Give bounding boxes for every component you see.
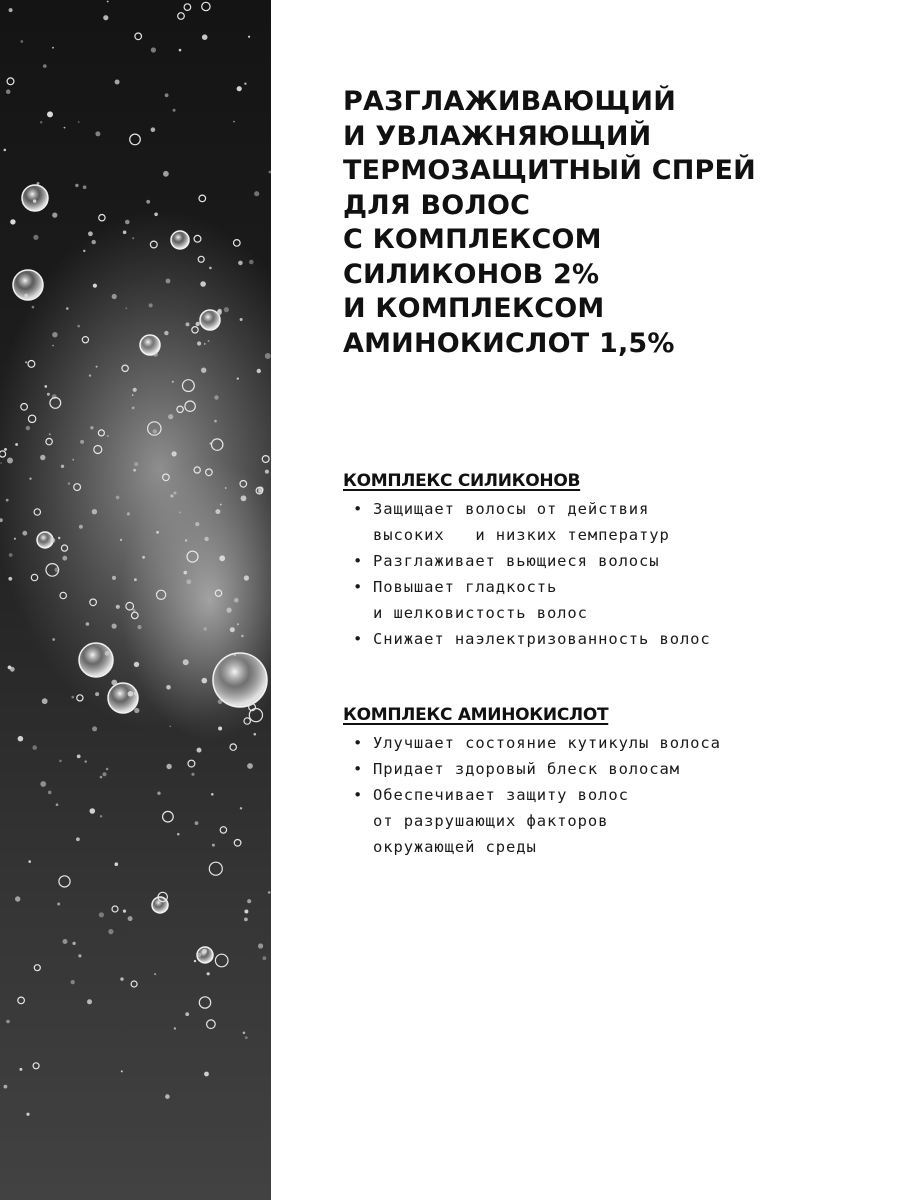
bubble — [217, 310, 222, 315]
bubble — [230, 627, 235, 632]
bubble — [8, 577, 12, 581]
bubble — [151, 127, 156, 132]
bubble — [168, 414, 173, 419]
bubble — [112, 294, 117, 299]
amino-section — [343, 704, 883, 860]
bubble — [15, 443, 18, 446]
bubble — [166, 764, 171, 769]
bubble — [204, 627, 207, 630]
bubble — [128, 691, 134, 697]
bubbles-photo — [0, 0, 271, 1200]
bubble — [73, 942, 76, 945]
bubble — [52, 638, 55, 641]
product-title — [343, 85, 883, 361]
bubble — [134, 708, 139, 713]
bubble — [234, 598, 239, 603]
bubble — [173, 109, 176, 112]
bubble — [215, 954, 228, 967]
bubble — [204, 343, 206, 345]
bubble — [269, 171, 271, 174]
list-item: • Обеспечивает защиту волос от разрушающих факторов окружающей среды — [343, 782, 883, 860]
bubble — [134, 662, 139, 667]
bubble — [32, 745, 37, 750]
bubble — [186, 322, 190, 326]
bubble — [68, 482, 70, 484]
bubble — [96, 366, 98, 368]
bubble — [197, 953, 201, 957]
bubble — [116, 496, 120, 500]
bubble — [166, 279, 171, 284]
bubble — [9, 553, 13, 557]
list-item: • Придает здоровый блеск волосам — [343, 756, 883, 782]
bubble — [48, 791, 52, 795]
bubble — [137, 625, 141, 629]
bubble — [186, 579, 191, 584]
bullet-icon: • — [353, 734, 364, 752]
bubble — [245, 1036, 248, 1039]
bubble — [92, 240, 96, 244]
bubble — [87, 999, 92, 1004]
bubble — [151, 47, 156, 52]
bubble — [6, 89, 11, 94]
bubble — [99, 215, 105, 221]
bubble — [184, 571, 188, 575]
bubble — [115, 862, 119, 866]
bubble — [133, 388, 137, 392]
bullet-icon: • — [353, 630, 364, 648]
silicones-list — [343, 496, 883, 652]
bubble — [100, 815, 102, 817]
bubble — [130, 134, 141, 145]
bubble — [52, 213, 57, 218]
bubble — [131, 981, 137, 987]
bubble — [153, 429, 157, 433]
bubble — [112, 906, 118, 912]
bubble — [212, 844, 215, 847]
bubble — [77, 755, 81, 759]
bubble — [4, 149, 7, 152]
bubble — [185, 539, 187, 541]
bubble — [263, 956, 267, 960]
bubble — [112, 576, 116, 580]
bubble — [64, 127, 66, 129]
bubble — [33, 235, 38, 240]
bubble — [209, 862, 222, 875]
bubble — [244, 918, 248, 922]
bubble — [123, 910, 126, 913]
bubble — [188, 760, 195, 767]
bubble — [214, 395, 218, 399]
bubble — [165, 93, 169, 97]
bubble — [247, 899, 251, 903]
bullet-icon: • — [353, 578, 364, 596]
bubble — [146, 200, 150, 204]
bubble — [128, 916, 133, 921]
bubble — [195, 522, 199, 526]
bubble — [105, 651, 110, 656]
title-line: СИЛИКОНОВ 2% — [343, 258, 600, 290]
bubble — [227, 608, 232, 613]
bubble — [243, 1032, 246, 1035]
bubble — [265, 470, 269, 474]
bubble — [233, 121, 235, 123]
bubble — [195, 821, 199, 825]
bubble — [207, 1020, 216, 1029]
bubble — [249, 260, 254, 265]
bubble — [78, 954, 81, 957]
amino-heading: КОМПЛЕКС АМИНОКИСЛОТ — [343, 705, 609, 725]
bubble — [59, 760, 62, 763]
bubble — [103, 772, 107, 776]
bubble — [92, 509, 97, 514]
bubble — [214, 420, 217, 423]
bubble — [63, 939, 68, 944]
bubble — [8, 666, 12, 670]
bubble — [164, 331, 168, 335]
bubble — [34, 965, 40, 971]
bubble — [134, 578, 137, 581]
bubble — [140, 335, 160, 355]
bubble — [115, 80, 120, 85]
bubble — [219, 555, 225, 561]
bubble — [132, 407, 135, 410]
bubble — [26, 426, 30, 430]
bubble — [149, 303, 153, 307]
bubble — [257, 369, 261, 373]
bubble — [111, 680, 117, 686]
bubble — [42, 698, 48, 704]
bubble — [72, 459, 74, 461]
bubble — [156, 531, 159, 534]
bubble — [204, 537, 208, 541]
water-bubbles-image — [0, 0, 271, 1200]
bubble — [197, 748, 202, 753]
bubble — [95, 131, 100, 136]
bubble — [134, 462, 138, 466]
bubble — [49, 433, 51, 435]
bubble — [10, 219, 15, 224]
bubble — [121, 1070, 123, 1072]
bubble — [47, 393, 50, 396]
bubble — [40, 455, 45, 460]
bubble — [179, 49, 182, 52]
bubble — [172, 451, 177, 456]
bubble — [218, 727, 222, 731]
bubble — [202, 34, 208, 40]
bubble — [134, 692, 138, 696]
title-line: ДЛЯ ВОЛОС — [343, 189, 531, 221]
bubble — [15, 896, 20, 901]
bubble — [75, 184, 78, 187]
bubble — [201, 368, 206, 373]
bubble — [112, 624, 117, 629]
bubble — [61, 465, 64, 468]
bubble — [62, 556, 67, 561]
bubble — [100, 776, 103, 779]
bubble — [169, 726, 171, 728]
bubble — [225, 487, 227, 489]
bubble — [196, 322, 200, 326]
bubble — [26, 1113, 29, 1116]
bubble — [66, 307, 69, 310]
bubble — [202, 2, 210, 10]
bubble — [107, 435, 109, 437]
bubble — [22, 185, 48, 211]
bubble — [238, 261, 243, 266]
bubble — [234, 840, 241, 847]
bubble — [59, 876, 70, 887]
bubble — [163, 171, 169, 177]
bubble — [47, 111, 53, 117]
bubble — [106, 768, 109, 771]
bubble — [230, 744, 236, 750]
bubble — [92, 726, 97, 731]
bubble — [244, 83, 246, 85]
bubble — [45, 385, 48, 388]
bubble — [33, 199, 36, 202]
bubble — [202, 949, 207, 954]
bubble — [83, 185, 87, 189]
bubble — [83, 250, 85, 252]
bubble — [248, 36, 250, 38]
bubble — [18, 736, 24, 742]
bubble — [85, 760, 87, 762]
bubble — [211, 793, 214, 796]
bubble — [258, 490, 261, 493]
bubble — [32, 306, 35, 309]
silicones-section — [343, 470, 883, 652]
bubble — [152, 897, 168, 913]
bubble — [209, 267, 212, 270]
bubble — [185, 1012, 189, 1016]
bubble — [220, 827, 226, 833]
bubble — [133, 469, 136, 472]
bubble — [0, 462, 2, 464]
bubble — [120, 539, 122, 541]
bubble — [71, 980, 75, 984]
bubble — [20, 40, 23, 43]
bubble — [204, 1072, 209, 1077]
list-item: • Улучшает состояние кутикулы волоса — [343, 730, 883, 756]
bubble — [142, 556, 145, 559]
bubble — [184, 4, 191, 11]
bubble — [237, 378, 239, 380]
title-line: И УВЛАЖНЯЮЩИЙ — [343, 120, 652, 152]
bubble — [79, 525, 83, 529]
bubble — [89, 374, 91, 376]
bubble — [52, 47, 54, 49]
bubble — [234, 654, 236, 656]
bubble — [157, 792, 160, 795]
bubble — [7, 458, 13, 464]
bubble — [172, 381, 174, 383]
bubble — [71, 696, 74, 699]
bubble — [52, 332, 57, 337]
bubble — [154, 213, 158, 217]
bubble — [123, 231, 127, 235]
bullet-icon: • — [353, 500, 364, 518]
bubble — [208, 340, 210, 342]
bubble — [244, 575, 249, 580]
bubble — [154, 973, 156, 975]
list-item: • Защищает волосы от действия высоких и низких температур — [343, 496, 883, 548]
bubble — [9, 8, 13, 12]
bubble — [265, 353, 271, 359]
bubble — [132, 237, 134, 239]
title-line: ТЕРМОЗАЩИТНЫЙ СПРЕЙ — [343, 155, 756, 186]
bubble — [33, 1063, 39, 1069]
bubble — [237, 623, 239, 625]
bubble — [116, 605, 120, 609]
bubble — [56, 803, 59, 806]
bubble — [90, 426, 93, 429]
bubble — [240, 807, 242, 809]
bubble — [7, 78, 14, 85]
bubble — [202, 678, 208, 684]
bubble — [14, 538, 16, 540]
bubble — [135, 33, 142, 40]
amino-list — [343, 730, 883, 860]
bubble — [240, 318, 243, 321]
bubble — [79, 643, 113, 677]
bubble — [108, 929, 113, 934]
bubble — [237, 86, 242, 91]
bubble — [244, 910, 248, 914]
title-line: С КОМПЛЕКСОМ — [343, 224, 602, 255]
bubble — [209, 442, 211, 444]
bubble — [19, 1068, 22, 1071]
bubble — [22, 531, 27, 536]
bubble — [107, 1, 109, 3]
bubble — [55, 567, 60, 572]
bubble — [18, 997, 25, 1004]
bubble — [183, 659, 189, 665]
bullet-icon: • — [353, 552, 364, 570]
list-item: • Разглаживает вьющиеся волосы — [343, 548, 883, 574]
bubble — [174, 492, 177, 495]
bubble — [241, 495, 247, 501]
bubble — [163, 811, 174, 822]
bubble — [241, 635, 244, 638]
bubble — [95, 692, 99, 696]
bullet-icon: • — [353, 786, 364, 804]
bubble — [177, 833, 179, 835]
bubble — [213, 653, 267, 707]
bubble — [57, 903, 60, 906]
silicones-heading: КОМПЛЕКС СИЛИКОНОВ — [343, 471, 581, 491]
bubble — [93, 284, 97, 288]
bubble — [254, 733, 257, 736]
bubble — [170, 494, 173, 497]
bubble — [171, 231, 189, 249]
bubble — [99, 912, 104, 917]
bubble — [77, 325, 80, 328]
bubble — [6, 499, 9, 502]
bubble — [199, 195, 206, 202]
bubble — [125, 220, 130, 225]
bubble — [76, 837, 80, 841]
bubble — [153, 352, 158, 357]
bubble — [80, 440, 84, 444]
bubble — [199, 997, 210, 1008]
bubble — [178, 13, 185, 20]
bubble — [258, 943, 263, 948]
bubble — [78, 121, 80, 123]
title-line: РАЗГЛАЖИВАЮЩИЙ — [343, 86, 676, 117]
bubble — [220, 504, 222, 506]
bubble — [58, 537, 60, 539]
list-item: • Снижает наэлектризованность волос — [343, 626, 883, 652]
bubble — [224, 307, 229, 312]
bubble — [174, 1027, 176, 1029]
bubble — [194, 960, 196, 962]
bubble — [29, 478, 31, 480]
bubble — [4, 1085, 8, 1089]
bubble — [207, 972, 210, 975]
list-item: • Повышает гладкость и шелковистость волос — [343, 574, 883, 626]
bubble — [268, 891, 271, 894]
bubble — [179, 512, 181, 514]
bubble — [43, 64, 47, 68]
bubble — [6, 1020, 10, 1024]
bubble — [120, 977, 123, 980]
bubble — [4, 448, 7, 451]
bubble — [40, 781, 46, 787]
title-line: И КОМПЛЕКСОМ — [343, 293, 605, 324]
bubble — [127, 512, 130, 515]
bubble — [166, 685, 171, 690]
bubble — [25, 361, 27, 363]
bubble — [88, 231, 93, 236]
bubble — [126, 307, 128, 309]
bubble — [200, 281, 206, 287]
bubble — [132, 394, 134, 396]
bubble — [86, 622, 90, 626]
bubble — [52, 345, 54, 347]
bubble — [197, 341, 201, 345]
bubble — [37, 182, 40, 185]
bubble — [165, 1094, 170, 1099]
bubble — [50, 538, 55, 543]
bubble — [108, 683, 138, 713]
bubble — [191, 773, 194, 776]
title-line: АМИНОКИСЛОТ 1,5% — [343, 327, 675, 359]
bubble — [90, 808, 96, 814]
bubble — [215, 509, 220, 514]
bubble — [247, 763, 253, 769]
bubble — [218, 700, 223, 705]
bubble — [40, 121, 42, 123]
bubble — [28, 860, 31, 863]
bubble — [24, 294, 28, 298]
bubble — [103, 15, 108, 20]
bubble — [254, 191, 259, 196]
bullet-icon: • — [353, 760, 364, 778]
